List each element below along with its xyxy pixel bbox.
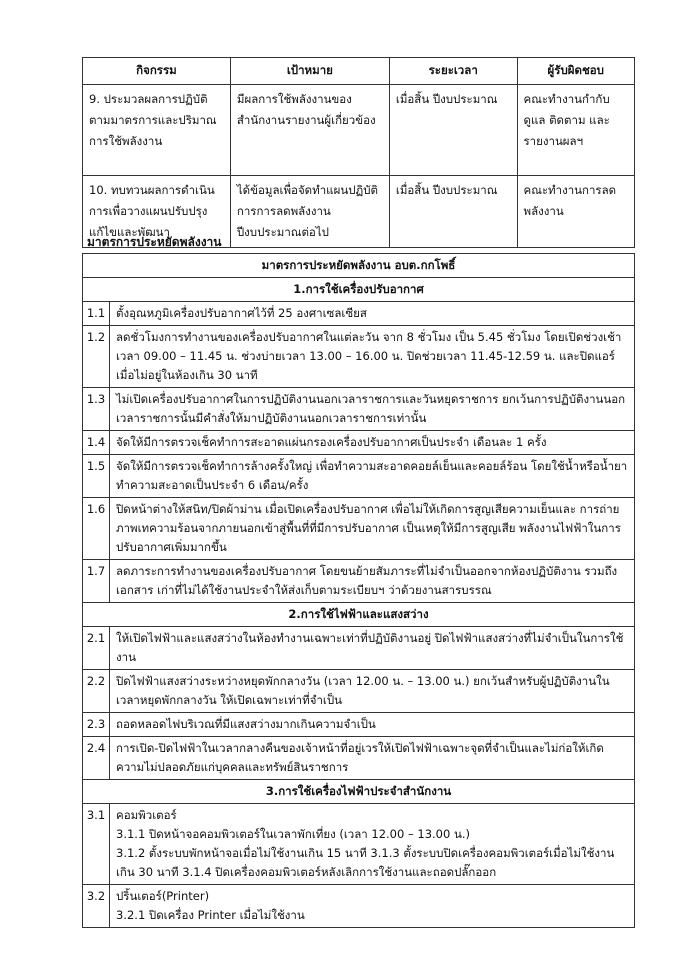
measure-row bbox=[83, 804, 635, 885]
measure-text: ตั้งอุณหภูมิเครื่องปรับอากาศไว้ที่ 25 องศาเซลเซียส bbox=[116, 306, 367, 320]
measure-row bbox=[83, 455, 635, 498]
cell-duration: เมื่อสิ้น ปีงบประมาณ bbox=[389, 176, 517, 248]
measure-text: ลดภาระการทำงานของเครื่องปรับอากาศ โดยขนย้ายสัมภาระที่ไม่จำเป็นออกจากห้องปฏิบัติงาน รวมถึงเอกสาร เก่าที่ไม่ได้ใช้งานประจำให้ส่งเก็บตามระเบียบฯ ว่าด้วยงานสารบรรณ bbox=[116, 564, 618, 597]
measure-number: 2.1 bbox=[83, 627, 110, 670]
measure-number: 1.1 bbox=[83, 302, 110, 326]
measure-text: ลดชั่วโมงการทำงานของเครื่องปรับอากาศในแต่ละวัน จาก 8 ชั่วโมง เป็น 5.45 ชั่วโมง โดยเปิดช่วงเช้าเวลา 09.00 – 11.45 น. ช่วงบ่ายเวลา 13.00 – 16.00 น. ปิดช่วยเวลา 11.45-12.59 น. และปิดแอร์ เมื่อไม่อยู่ในห้องเกิน 30 นาที bbox=[116, 330, 622, 382]
measure-number: 2.2 bbox=[83, 670, 110, 713]
cell-goal: ได้ข้อมูลเพื่อจัดทำแผนปฏิบัติ การการลดพลังงาน ปีงบประมาณต่อไป bbox=[230, 176, 389, 248]
cell-duration: เมื่อสิ้น ปีงบประมาณ bbox=[389, 85, 517, 176]
measure-number: 2.3 bbox=[83, 713, 110, 737]
measures-title-row bbox=[83, 254, 635, 278]
measure-text: ปิดหน้าต่างให้สนิท/ปิดผ้าม่าน เมื่อเปิดเครื่องปรับอากาศ เพื่อไม่ให้เกิดการสูญเสียความเย็นและ การถ่ายภาพเทความร้อนจากภายนอกเข้าสู่พื้นที่ที่มีการปรับอากาศ เป็นเหตุให้มีการสูญเสีย พลังงานไฟฟ้าในการปรับอากาศเพิ่มมากขึ้น bbox=[116, 502, 621, 554]
cell-goal: มีผลการใช้พลังงานของสำนักงานรายงานผู้เกี่ยวข้อง bbox=[230, 85, 389, 176]
measure-text-cell bbox=[110, 498, 635, 560]
measure-row bbox=[83, 498, 635, 560]
category-row bbox=[83, 278, 635, 302]
measure-row bbox=[83, 713, 635, 737]
measure-text-cell bbox=[110, 627, 635, 670]
measure-number: 1.2 bbox=[83, 326, 110, 388]
measures-table-body bbox=[83, 254, 635, 928]
measure-text: คอมพิวเตอร์ bbox=[116, 808, 177, 822]
measure-number: 3.2 bbox=[83, 885, 110, 928]
measure-number: 1.5 bbox=[83, 455, 110, 498]
cell-activity: 10. ทบทวนผลการดำเนินการเพื่อวางแผนปรับปรุง แก้ไขและพัฒนา bbox=[83, 176, 231, 248]
measure-text-cell bbox=[110, 388, 635, 431]
measure-text: จัดให้มีการตรวจเช็คทำการสะอาดแผ่นกรองเครื่องปรับอากาศเป็นประจำ เดือนละ 1 ครั้ง bbox=[116, 435, 547, 449]
measure-text-cell bbox=[110, 885, 635, 928]
measure-text: ถอดหลอดไฟบริเวณที่มีแสงสว่างมากเกินความจำเป็น bbox=[116, 717, 376, 731]
measure-text-cell bbox=[110, 713, 635, 737]
measure-row bbox=[83, 627, 635, 670]
measure-text-cell bbox=[110, 455, 635, 498]
measure-text-cell bbox=[110, 804, 635, 885]
measure-subitem: 3.2.1 ปิดเครื่อง Printer เมื่อไม่ใช้งาน bbox=[116, 908, 305, 922]
measure-number: 1.3 bbox=[83, 388, 110, 431]
measure-row bbox=[83, 388, 635, 431]
measure-subitem: 3.1.2 ตั้งระบบพักหน้าจอเมื่อไม่ใช้งานเกิน 15 นาที 3.1.3 ตั้งระบบปิดเครื่องคอมพิวเตอร์เมื่อไม่ใช้งานเกิน 30 นาที 3.1.4 ปิดเครื่องคอมพิวเตอร์หลังเลิกการใช้งานและถอดปลั๊กออก bbox=[116, 846, 615, 879]
measure-text-cell bbox=[110, 737, 635, 780]
measure-row bbox=[83, 670, 635, 713]
measure-row bbox=[83, 431, 635, 455]
cell-activity: 9. ประมวลผลการปฏิบัติตามมาตรการและปริมาณการใช้พลังงาน bbox=[83, 85, 231, 176]
measures-title: มาตรการประหยัดพลังงาน อบต.กกโพธิ์ bbox=[83, 254, 635, 278]
measure-row bbox=[83, 560, 635, 603]
section-heading: มาตรการประหยัดพลังงาน bbox=[87, 235, 222, 249]
measure-text: ให้เปิดไฟฟ้าและแสงสว่างในห้องทำงานเฉพาะเท่าที่ปฏิบัติงานอยู่ ปิดไฟฟ้าแสงสว่างที่ไม่จำเป็นในการใช้งาน bbox=[116, 631, 624, 664]
category-title: 1.การใช้เครื่องปรับอากาศ bbox=[83, 278, 635, 302]
measure-text: จัดให้มีการตรวจเช็คทำการล้างครั้งใหญ่ เพื่อทำความสะอาดคอยล์เย็นและคอยล์ร้อน โดยใช้น้ำหรือน้ำยาทำความสะอาดเป็นประจำ 6 เดือน/ครั้ง bbox=[116, 459, 628, 492]
measure-text: ไม่เปิดเครื่องปรับอากาศในการปฏิบัติงานนอกเวลาราชการและวันหยุดราชการ ยกเว้นการปฏิบัติงานนอกเวลาราชการนั้นมีคำสั่งให้มาปฏิบัติงานนอกเวลาราชการเท่านั้น bbox=[116, 392, 626, 425]
measure-row bbox=[83, 885, 635, 928]
category-title: 3.การใช้เครื่องไฟฟ้าประจำสำนักงาน bbox=[83, 780, 635, 804]
category-title: 2.การใช้ไฟฟ้าและแสงสว่าง bbox=[83, 603, 635, 627]
measure-text-cell bbox=[110, 431, 635, 455]
measures-table bbox=[82, 253, 635, 928]
header-activity: กิจกรรม bbox=[83, 58, 231, 85]
measure-number: 1.7 bbox=[83, 560, 110, 603]
measure-row bbox=[83, 302, 635, 326]
measure-subitem: 3.1.1 ปิดหน้าจอคอมพิวเตอร์ในเวลาพักเที่ยง (เวลา 12.00 – 13.00 น.) bbox=[116, 827, 470, 841]
header-duration: ระยะเวลา bbox=[389, 58, 517, 85]
header-responsible: ผู้รับผิดชอบ bbox=[517, 58, 635, 85]
cell-responsible: คณะทำงานการลดพลังงาน bbox=[517, 176, 635, 248]
cell-responsible: คณะทำงานกำกับดูแล ติดตาม และรายงานผลฯ bbox=[517, 85, 635, 176]
measure-text-cell bbox=[110, 670, 635, 713]
measure-number: 1.4 bbox=[83, 431, 110, 455]
measure-text-cell bbox=[110, 302, 635, 326]
measure-text: ปิดไฟฟ้าแสงสว่างระหว่างหยุดพักกลางวัน (เวลา 12.00 น. – 13.00 น.) ยกเว้นสำหรับผู้ปฏิบัติงานในเวลาหยุดพักกลางวัน ให้เปิดเฉพาะเท่าที่จำเป็น bbox=[116, 674, 610, 707]
activity-table-header bbox=[83, 58, 635, 85]
category-row bbox=[83, 603, 635, 627]
category-row bbox=[83, 780, 635, 804]
measure-text-cell bbox=[110, 560, 635, 603]
header-goal: เป้าหมาย bbox=[230, 58, 389, 85]
measure-text: ปริ้นเตอร์(Printer) bbox=[116, 889, 210, 903]
measure-number: 3.1 bbox=[83, 804, 110, 885]
activity-table bbox=[82, 57, 635, 248]
measure-row bbox=[83, 737, 635, 780]
measure-text: การเปิด-ปิดไฟฟ้าในเวลากลางคืนของเจ้าหน้าที่อยู่เวรให้เปิดไฟฟ้าเฉพาะจุดที่จำเป็นและไม่ก่อให้เกิด ความไม่ปลอดภัยแก่บุคคลและทรัพย์สินราชการ bbox=[116, 741, 604, 774]
measure-number: 1.6 bbox=[83, 498, 110, 560]
measure-row bbox=[83, 326, 635, 388]
table-row bbox=[83, 85, 635, 176]
measure-text-cell bbox=[110, 326, 635, 388]
measure-number: 2.4 bbox=[83, 737, 110, 780]
